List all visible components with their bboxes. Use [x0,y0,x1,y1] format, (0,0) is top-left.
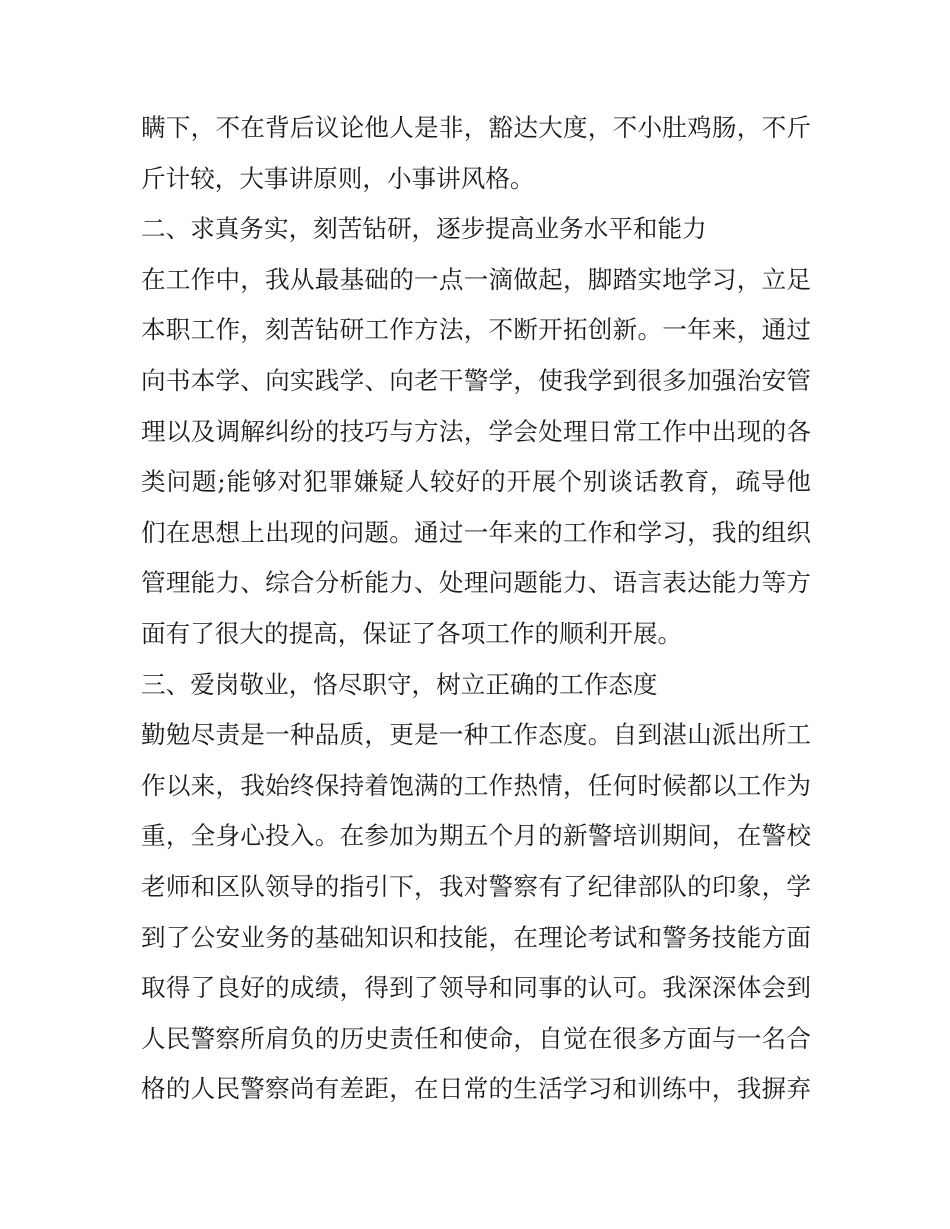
document-page [141,103,811,1115]
text-line: 取得了良好的成绩，得到了领导和同事的认可。我深深体会到 [141,973,811,1003]
text-line: 格的人民警察尚有差距，在日常的生活学习和训练中，我摒弃 [141,1074,811,1104]
text-line: 重，全身心投入。在参加为期五个月的新警培训期间，在警校 [141,821,811,851]
text-line: 瞒下，不在背后议论他人是非，豁达大度，不小肚鸡肠，不斤 [141,113,811,142]
text-line: 类问题;能够对犯罪嫌疑人较好的开展个别谈话教育，疏导他 [141,467,811,497]
text-line: 作以来，我始终保持着饱满的工作热情，任何时候都以工作为 [141,770,811,800]
text-line: 勤勉尽责是一种品质，更是一种工作态度。自到湛山派出所工 [141,720,811,750]
text-line: 向书本学、向实践学、向老干警学，使我学到很多加强治安管 [141,365,811,395]
section-heading: 二、求真务实，刻苦钻研，逐步提高业务水平和能力 [141,214,707,244]
section-heading: 三、爱岗敬业，恪尽职守，树立正确的工作态度 [141,669,658,699]
text-line: 在工作中，我从最基础的一点一滴做起，脚踏实地学习，立足 [141,264,811,294]
text-line: 斤计较，大事讲原则，小事讲风格。 [141,163,535,193]
text-line: 老师和区队领导的指引下，我对警察有了纪律部队的印象，学 [141,871,811,901]
text-line: 理以及调解纠纷的技巧与方法，学会处理日常工作中出现的各 [141,416,811,446]
text-line: 到了公安业务的基础知识和技能，在理论考试和警务技能方面 [141,922,811,952]
text-line: 人民警察所肩负的历史责任和使命，自觉在很多方面与一名合 [141,1023,811,1053]
text-line: 们在思想上出现的问题。通过一年来的工作和学习，我的组织 [141,517,811,547]
text-line: 管理能力、综合分析能力、处理问题能力、语言表达能力等方 [141,568,811,598]
text-line: 面有了很大的提高，保证了各项工作的顺利开展。 [141,618,683,648]
text-line: 本职工作，刻苦钻研工作方法，不断开拓创新。一年来，通过 [141,315,811,345]
